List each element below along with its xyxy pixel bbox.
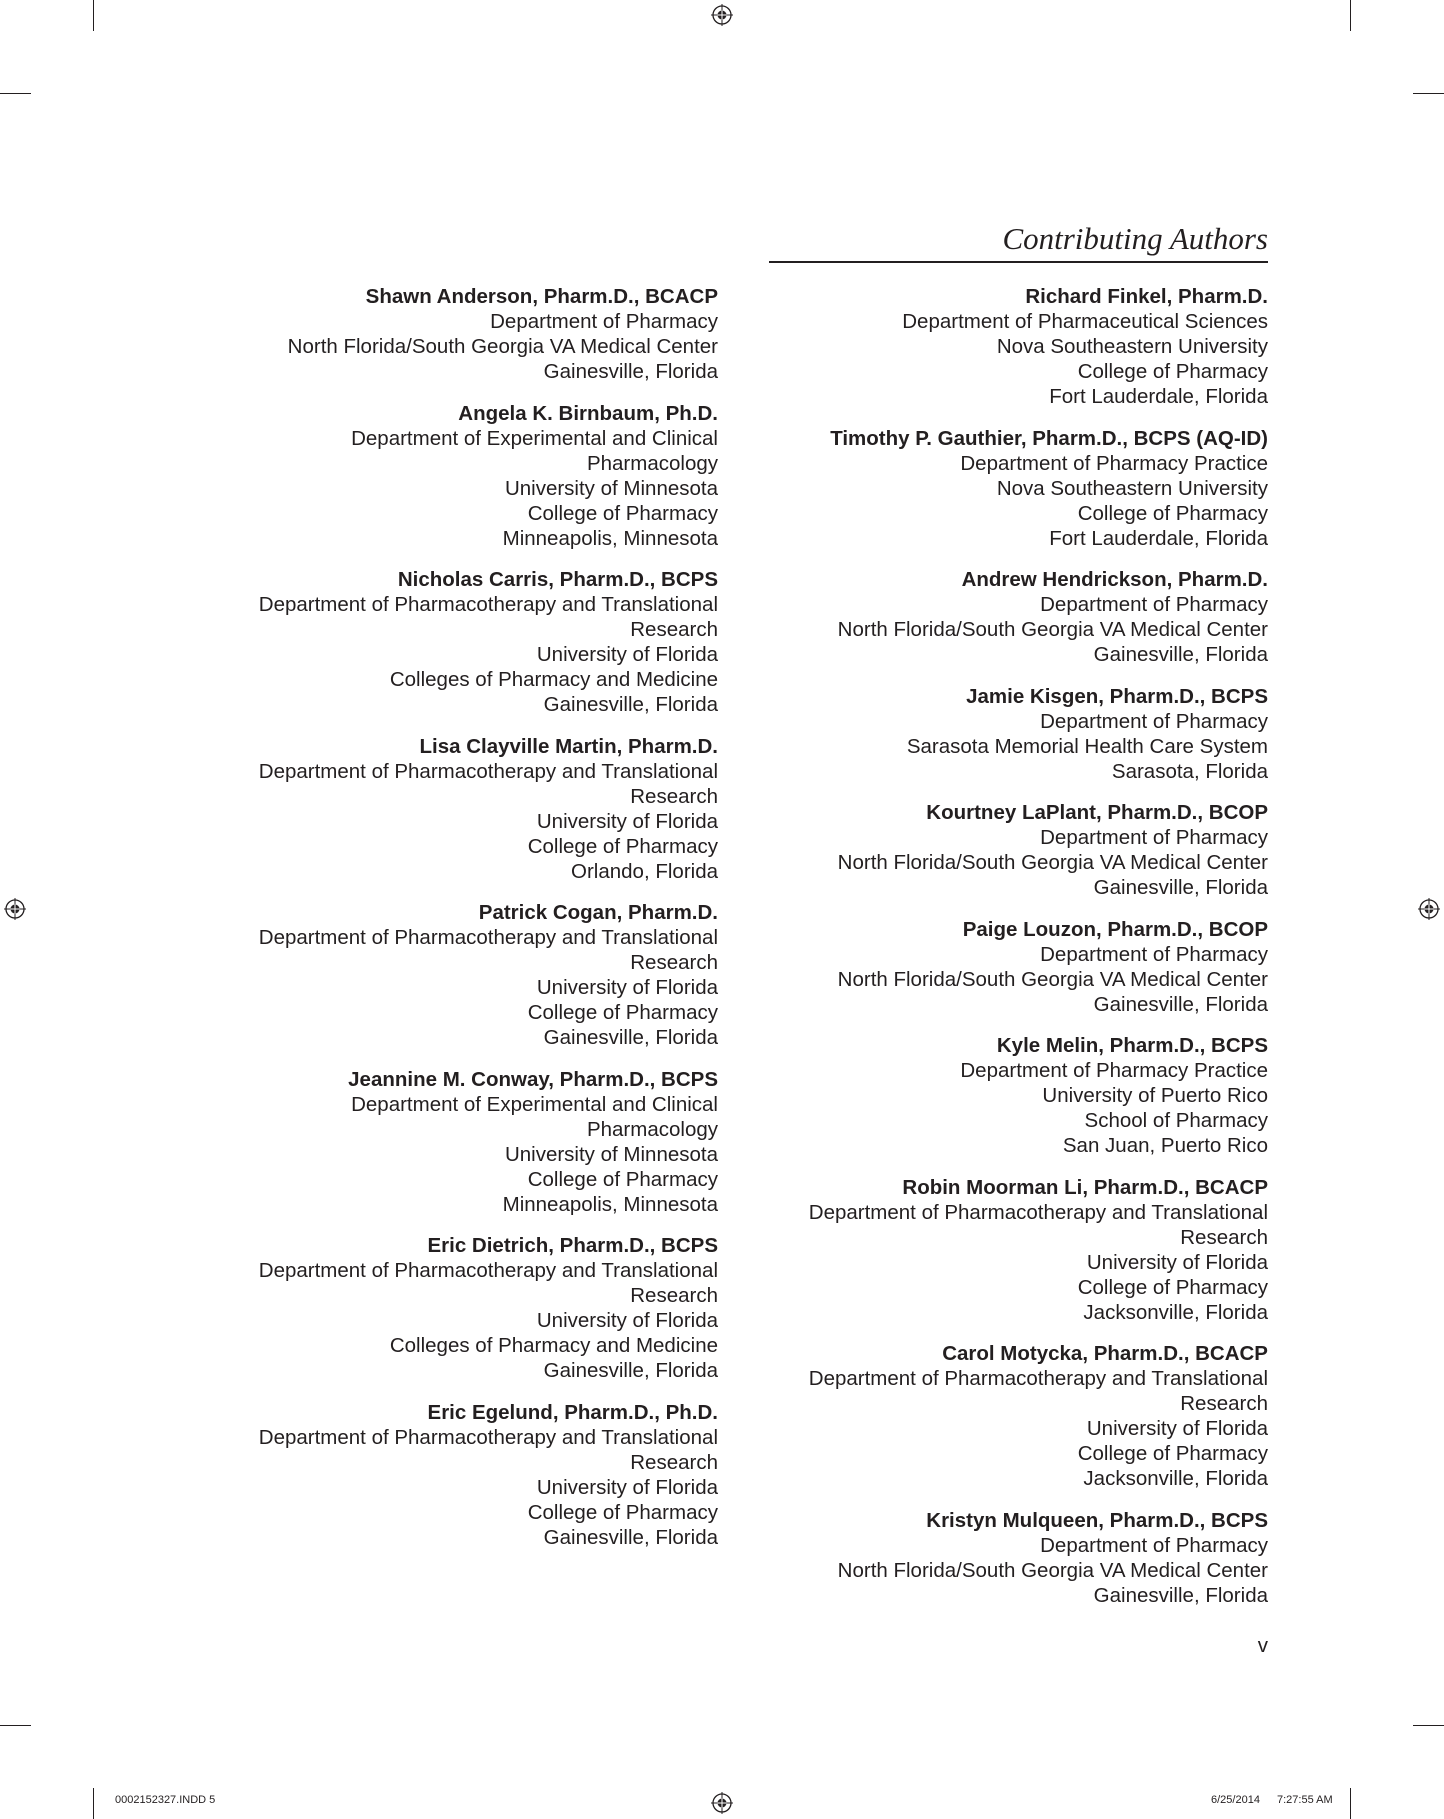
author-affiliation-line: College of Pharmacy: [1077, 1442, 1268, 1465]
author-affiliation-line: Fort Lauderdale, Florida: [1049, 526, 1268, 550]
author-affiliation-line: University of Florida: [1086, 1250, 1268, 1274]
author-entry: [708, 1033, 1268, 1158]
author-entry: [708, 1508, 1268, 1608]
registration-mark-top-icon: [711, 4, 733, 26]
author-name: Kourtney LaPlant, Pharm.D., BCOP: [926, 801, 1268, 824]
header-rule: [769, 261, 1268, 263]
author-name: Shawn Anderson, Pharm.D., BCACP: [365, 285, 718, 308]
author-affiliation-line: Department of Pharmacy: [1040, 1533, 1268, 1557]
registration-mark-bottom-icon: [711, 1792, 733, 1814]
author-affiliation-line: Nova Southeastern University: [996, 335, 1268, 358]
slug-filename: 0002152327.INDD 5: [115, 1794, 216, 1806]
author-affiliation-line: North Florida/South Georgia VA Medical Center: [287, 335, 718, 358]
author-affiliation-line: College of Pharmacy: [527, 501, 718, 525]
trim-mark-left-lower: [0, 1725, 31, 1726]
author-name: Lisa Clayville Martin, Pharm.D.: [419, 734, 718, 758]
author-affiliation-line: Department of Pharmaceutical Sciences: [902, 310, 1268, 333]
author-name: Carol Motycka, Pharm.D., BCACP: [942, 1342, 1268, 1365]
author-name: Nicholas Carris, Pharm.D., BCPS: [397, 568, 718, 591]
author-name: Timothy P. Gauthier, Pharm.D., BCPS (AQ-ID): [830, 426, 1268, 450]
author-affiliation-line: North Florida/South Georgia VA Medical Center: [837, 618, 1268, 641]
trim-mark-left-upper: [0, 93, 31, 94]
author-entry: [158, 1233, 718, 1383]
author-affiliation-line: Gainesville, Florida: [1093, 643, 1268, 666]
author-affiliation-line: Research: [1180, 1392, 1268, 1415]
author-affiliation-line: Department of Pharmacotherapy and Translational: [258, 926, 718, 949]
author-name: Eric Egelund, Pharm.D., Ph.D.: [427, 1400, 718, 1424]
author-affiliation-line: Department of Pharmacy: [490, 310, 718, 333]
author-affiliation-line: College of Pharmacy: [1077, 501, 1268, 525]
trim-mark-bottom-left: [93, 1788, 94, 1819]
author-name: Robin Moorman Li, Pharm.D., BCACP: [902, 1175, 1268, 1199]
author-affiliation-line: Minneapolis, Minnesota: [502, 526, 718, 550]
author-entry: [708, 426, 1268, 551]
author-affiliation-line: Department of Pharmacotherapy and Translational: [258, 593, 718, 616]
author-entry: [158, 284, 718, 384]
page-number: v: [1257, 1634, 1268, 1657]
author-entry: [158, 1067, 718, 1217]
author-name: Jeannine M. Conway, Pharm.D., BCPS: [348, 1067, 718, 1091]
author-affiliation-line: Gainesville, Florida: [543, 693, 718, 716]
author-affiliation-line: Department of Pharmacy: [1040, 709, 1268, 733]
author-name: Richard Finkel, Pharm.D.: [1025, 285, 1268, 308]
author-name: Eric Dietrich, Pharm.D., BCPS: [427, 1234, 718, 1257]
author-entry: [158, 900, 718, 1050]
author-affiliation-line: Minneapolis, Minnesota: [502, 1192, 718, 1216]
author-affiliation-line: Pharmacology: [586, 1117, 718, 1141]
author-affiliation-line: San Juan, Puerto Rico: [1062, 1134, 1268, 1157]
author-entry: [708, 684, 1268, 784]
author-affiliation-line: Colleges of Pharmacy and Medicine: [389, 1334, 718, 1357]
trim-mark-bottom-right: [1350, 1788, 1351, 1819]
trim-mark-top-left: [93, 0, 94, 31]
author-affiliation-line: University of Florida: [536, 976, 718, 999]
author-affiliation-line: College of Pharmacy: [1077, 1275, 1268, 1299]
author-affiliation-line: Sarasota, Florida: [1111, 759, 1268, 783]
registration-mark-right-icon: [1418, 898, 1440, 920]
author-name: Kyle Melin, Pharm.D., BCPS: [996, 1034, 1268, 1057]
author-affiliation-line: Department of Experimental and Clinical: [351, 426, 718, 450]
author-affiliation-line: University of Florida: [536, 643, 718, 666]
author-affiliation-line: Department of Pharmacotherapy and Translational: [258, 759, 718, 783]
author-entry: [708, 567, 1268, 667]
author-entry: [708, 800, 1268, 900]
author-name: Andrew Hendrickson, Pharm.D.: [961, 568, 1268, 591]
author-entry: [158, 734, 718, 884]
author-affiliation-line: Orlando, Florida: [571, 859, 718, 883]
author-entry: [708, 1175, 1268, 1325]
author-affiliation-line: Gainesville, Florida: [1093, 876, 1268, 899]
author-name: Kristyn Mulqueen, Pharm.D., BCPS: [926, 1508, 1268, 1532]
author-affiliation-line: Research: [1180, 1225, 1268, 1249]
trim-mark-top-right: [1350, 0, 1351, 31]
author-affiliation-line: Gainesville, Florida: [543, 1026, 718, 1049]
author-affiliation-line: Department of Experimental and Clinical: [351, 1092, 718, 1116]
author-affiliation-line: Gainesville, Florida: [543, 1525, 718, 1549]
author-affiliation-line: Gainesville, Florida: [1093, 1583, 1268, 1607]
author-affiliation-line: Colleges of Pharmacy and Medicine: [389, 668, 718, 691]
author-affiliation-line: University of Florida: [536, 809, 718, 833]
author-affiliation-line: Research: [630, 951, 718, 974]
trim-mark-right-lower: [1413, 1725, 1444, 1726]
author-affiliation-line: North Florida/South Georgia VA Medical Center: [837, 967, 1268, 991]
author-name: Jamie Kisgen, Pharm.D., BCPS: [966, 684, 1268, 708]
author-entry: [708, 284, 1268, 409]
author-affiliation-line: Nova Southeastern University: [996, 476, 1268, 500]
author-column-left: [158, 284, 718, 1566]
author-affiliation-line: Jacksonville, Florida: [1083, 1467, 1268, 1490]
author-affiliation-line: Pharmacology: [586, 451, 718, 475]
author-affiliation-line: Department of Pharmacy: [1040, 826, 1268, 849]
author-name: Paige Louzon, Pharm.D., BCOP: [962, 917, 1268, 941]
author-affiliation-line: College of Pharmacy: [527, 834, 718, 858]
author-affiliation-line: Department of Pharmacotherapy and Translational: [808, 1200, 1268, 1224]
author-column-right: [708, 284, 1268, 1624]
slug-time: 7:27:55 AM: [1277, 1794, 1333, 1806]
author-affiliation-line: School of Pharmacy: [1084, 1109, 1268, 1132]
author-affiliation-line: Department of Pharmacy Practice: [960, 1059, 1268, 1082]
author-affiliation-line: College of Pharmacy: [527, 1001, 718, 1024]
slug-date: 6/25/2014: [1211, 1794, 1260, 1806]
author-affiliation-line: North Florida/South Georgia VA Medical Center: [837, 851, 1268, 874]
author-entry: [708, 1341, 1268, 1491]
trim-mark-right-upper: [1413, 93, 1444, 94]
author-affiliation-line: University of Puerto Rico: [1042, 1084, 1268, 1107]
author-affiliation-line: University of Florida: [536, 1475, 718, 1499]
registration-mark-left-icon: [4, 898, 26, 920]
author-entry: [708, 917, 1268, 1017]
author-affiliation-line: Gainesville, Florida: [543, 360, 718, 383]
author-affiliation-line: Research: [630, 618, 718, 641]
author-affiliation-line: North Florida/South Georgia VA Medical Center: [837, 1558, 1268, 1582]
author-affiliation-line: Department of Pharmacy: [1040, 593, 1268, 616]
author-name: Patrick Cogan, Pharm.D.: [478, 901, 718, 924]
author-affiliation-line: College of Pharmacy: [1077, 360, 1268, 383]
author-entry: [158, 1400, 718, 1550]
author-entry: [158, 567, 718, 717]
author-affiliation-line: Research: [630, 784, 718, 808]
author-affiliation-line: Department of Pharmacy: [1040, 942, 1268, 966]
author-affiliation-line: Gainesville, Florida: [543, 1359, 718, 1382]
author-entry: [158, 401, 718, 551]
author-affiliation-line: Department of Pharmacy Practice: [960, 451, 1268, 475]
running-head: Contributing Authors: [1002, 221, 1268, 256]
author-affiliation-line: University of Florida: [536, 1309, 718, 1332]
author-affiliation-line: College of Pharmacy: [527, 1167, 718, 1191]
author-affiliation-line: Sarasota Memorial Health Care System: [906, 734, 1268, 758]
author-affiliation-line: Research: [630, 1284, 718, 1307]
author-affiliation-line: University of Minnesota: [504, 476, 718, 500]
author-affiliation-line: Department of Pharmacotherapy and Translational: [258, 1259, 718, 1282]
author-affiliation-line: University of Minnesota: [504, 1142, 718, 1166]
author-affiliation-line: University of Florida: [1086, 1417, 1268, 1440]
author-affiliation-line: Research: [630, 1450, 718, 1474]
author-affiliation-line: College of Pharmacy: [527, 1500, 718, 1524]
author-affiliation-line: Department of Pharmacotherapy and Translational: [258, 1425, 718, 1449]
author-name: Angela K. Birnbaum, Ph.D.: [458, 401, 718, 425]
author-affiliation-line: Gainesville, Florida: [1093, 992, 1268, 1016]
author-affiliation-line: Fort Lauderdale, Florida: [1049, 385, 1268, 408]
author-affiliation-line: Jacksonville, Florida: [1083, 1300, 1268, 1324]
author-affiliation-line: Department of Pharmacotherapy and Translational: [808, 1367, 1268, 1390]
